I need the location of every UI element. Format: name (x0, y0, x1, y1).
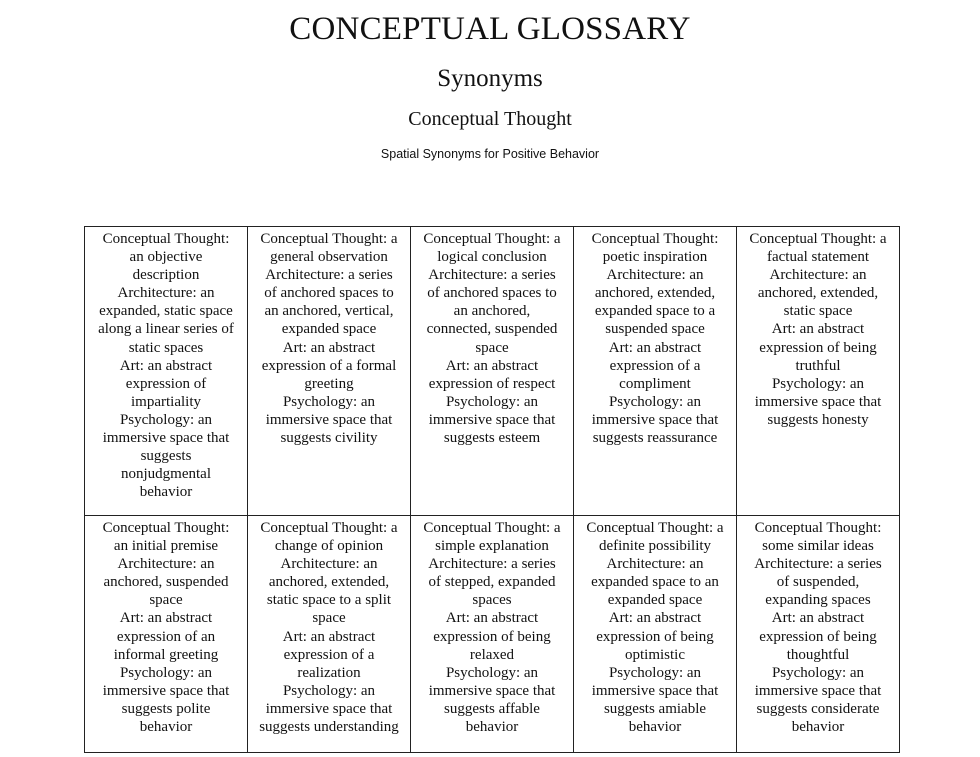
table-cell (737, 516, 900, 753)
cell-text-line: impartiality (131, 393, 201, 410)
cell-text-line: Conceptual Thought: (591, 231, 719, 247)
cell-text-line: spaces (472, 592, 512, 609)
cell-text-line: behavior (791, 719, 845, 736)
cell-text-line: factual statement (766, 249, 870, 266)
cell-text-line: expression of being (759, 339, 877, 356)
cell-text-line: Conceptual Thought: a (586, 520, 724, 536)
cell-text-line: an anchored, (453, 303, 531, 320)
cell-text-line: Conceptual Thought: a (260, 520, 398, 536)
cell-text-line: general observation (270, 249, 388, 266)
glossary-table (84, 226, 900, 753)
cell-text-line: expanded, static space (99, 303, 233, 320)
cell-text-line: Architecture: a series (428, 556, 556, 573)
table-cell (574, 227, 737, 516)
cell-text-line: suggests affable (444, 700, 540, 717)
cell-text-line: Art: an abstract (445, 357, 539, 374)
table-cell (411, 227, 574, 516)
table-cell (574, 516, 737, 753)
cell-text-line: Architecture: a series (265, 267, 393, 284)
cell-text-line: behavior (139, 719, 193, 736)
cell-text-line: Psychology: an (771, 375, 865, 392)
cell-text-line: behavior (139, 484, 193, 501)
cell-text-line: suggests reassurance (592, 430, 718, 447)
cell-text-line: suggests considerate (756, 700, 880, 717)
cell-text-line: expression of being (759, 628, 877, 645)
cell-text-line: Psychology: an (445, 393, 539, 410)
cell-text-line: Art: an abstract (608, 610, 702, 627)
cell-text-line: Conceptual Thought: (102, 231, 230, 247)
cell-text-line: thoughtful (786, 646, 850, 663)
cell-text-line: Architecture: an (117, 556, 215, 573)
cell-text-line: Psychology: an (445, 664, 539, 681)
cell-text-line: Conceptual Thought: a (423, 520, 561, 536)
cell-text-line: Art: an abstract (119, 357, 213, 374)
cell-text-line: behavior (628, 719, 682, 736)
page-title: CONCEPTUAL GLOSSARY (289, 11, 691, 47)
cell-text-line: anchored, suspended (103, 574, 229, 591)
cell-text-line: Architecture: a series (754, 556, 882, 573)
cell-text-line: Psychology: an (608, 393, 702, 410)
table-caption: Spatial Synonyms for Positive Behavior (380, 147, 600, 161)
cell-text-line: of stepped, expanded (428, 574, 556, 591)
table-cell (248, 516, 411, 753)
glossary-table-body (85, 227, 900, 753)
cell-text-line: expression of a (283, 646, 375, 663)
cell-text-line: Art: an abstract (282, 339, 376, 356)
cell-text-line: expanded space to a (594, 303, 716, 320)
cell-text-line: Conceptual Thought: (102, 520, 230, 536)
cell-text-line: suggests (140, 448, 192, 465)
cell-text-line: immersive space that (265, 411, 393, 428)
cell-text-line: truthful (795, 357, 841, 374)
cell-text-line: suggests polite (121, 700, 211, 717)
cell-text-line: expanded space (607, 592, 703, 609)
cell-text-line: Conceptual Thought: (754, 520, 882, 536)
table-row (85, 516, 900, 753)
cell-text-line: Psychology: an (771, 664, 865, 681)
cell-text-line: an initial premise (113, 538, 219, 555)
cell-text-line: logical conclusion (437, 249, 547, 266)
cell-text-line: suspended space (605, 321, 705, 338)
cell-text-line: description (132, 267, 200, 284)
table-cell (85, 227, 248, 516)
cell-text-line: optimistic (625, 646, 685, 663)
cell-text-line: immersive space that (428, 411, 556, 428)
cell-text-line: space (312, 610, 346, 627)
cell-text-line: immersive space that (591, 411, 719, 428)
table-row (85, 227, 900, 516)
cell-text-line: expression of an (116, 628, 216, 645)
cell-text-line: relaxed (469, 646, 515, 663)
cell-text-line: space (149, 592, 183, 609)
cell-text-line: Architecture: an (606, 556, 704, 573)
cell-text-line: Architecture: a series (428, 267, 556, 284)
cell-text-line: immersive space that (102, 682, 230, 699)
table-cell (411, 516, 574, 753)
cell-text-line: an anchored, vertical, (264, 303, 394, 320)
cell-text-line: Conceptual Thought: a (260, 231, 398, 247)
cell-text-line: expression of (125, 375, 207, 392)
cell-text-line: immersive space that (754, 682, 882, 699)
cell-text-line: Art: an abstract (119, 610, 213, 627)
cell-text-line: static space (783, 303, 853, 320)
cell-text-line: poetic inspiration (602, 249, 708, 266)
cell-text-line: space (475, 339, 509, 356)
cell-text-line: immersive space that (265, 700, 393, 717)
cell-text-line: Architecture: an (606, 267, 704, 284)
cell-text-line: some similar ideas (762, 538, 874, 555)
cell-text-line: suggests amiable (603, 700, 707, 717)
cell-text-line: Art: an abstract (282, 628, 376, 645)
cell-text-line: informal greeting (113, 646, 219, 663)
cell-text-line: Architecture: an (280, 556, 378, 573)
cell-text-line: expression of a formal (261, 357, 397, 374)
section-heading: Conceptual Thought (408, 108, 572, 130)
cell-text-line: Art: an abstract (445, 610, 539, 627)
cell-text-line: behavior (465, 719, 519, 736)
cell-text-line: definite possibility (598, 538, 712, 555)
cell-text-line: an objective (129, 249, 203, 266)
cell-text-line: greeting (304, 375, 354, 392)
cell-text-line: Conceptual Thought: a (749, 231, 887, 247)
cell-text-line: Psychology: an (119, 411, 213, 428)
cell-text-line: immersive space that (591, 682, 719, 699)
cell-text-line: Conceptual Thought: a (423, 231, 561, 247)
cell-text-line: suggests honesty (767, 411, 869, 428)
cell-text-line: of anchored spaces to (427, 285, 557, 302)
cell-text-line: expanded space (281, 321, 377, 338)
cell-text-line: suggests civility (280, 430, 378, 447)
cell-text-line: expanded space to an (591, 574, 719, 591)
cell-text-line: change of opinion (274, 538, 384, 555)
cell-text-line: Architecture: an (117, 285, 215, 302)
cell-text-line: suggests esteem (443, 430, 541, 447)
cell-text-line: Art: an abstract (771, 610, 865, 627)
cell-text-line: realization (297, 664, 361, 681)
cell-text-line: Psychology: an (608, 664, 702, 681)
cell-text-line: static space to a split (266, 592, 392, 609)
cell-text-line: Architecture: an (769, 267, 867, 284)
cell-text-line: Psychology: an (282, 682, 376, 699)
cell-text-line: expanding spaces (765, 592, 871, 609)
table-cell (85, 516, 248, 753)
cell-text-line: along a linear series of (98, 321, 234, 338)
cell-text-line: nonjudgmental (121, 466, 211, 483)
cell-text-line: expression of being (596, 628, 714, 645)
cell-text-line: Art: an abstract (608, 339, 702, 356)
cell-text-line: anchored, extended, (594, 285, 716, 302)
cell-text-line: of suspended, (776, 574, 860, 591)
cell-text-line: expression of being (433, 628, 551, 645)
cell-text-line: expression of a (609, 357, 701, 374)
cell-text-line: Psychology: an (282, 393, 376, 410)
cell-text-line: anchored, extended, (757, 285, 879, 302)
cell-text-line: immersive space that (428, 682, 556, 699)
table-cell (248, 227, 411, 516)
cell-text-line: Psychology: an (119, 664, 213, 681)
cell-text-line: Art: an abstract (771, 321, 865, 338)
cell-text-line: immersive space that (102, 430, 230, 447)
cell-text-line: anchored, extended, (268, 574, 390, 591)
table-cell (737, 227, 900, 516)
cell-text-line: immersive space that (754, 393, 882, 410)
cell-text-line: compliment (619, 375, 691, 392)
cell-text-line: simple explanation (435, 538, 549, 555)
cell-text-line: of anchored spaces to (264, 285, 394, 302)
page-subtitle: Synonyms (437, 65, 543, 92)
cell-text-line: static spaces (128, 339, 204, 356)
cell-text-line: expression of respect (428, 375, 556, 392)
cell-text-line: connected, suspended (426, 321, 558, 338)
cell-text-line: suggests understanding (259, 719, 399, 736)
